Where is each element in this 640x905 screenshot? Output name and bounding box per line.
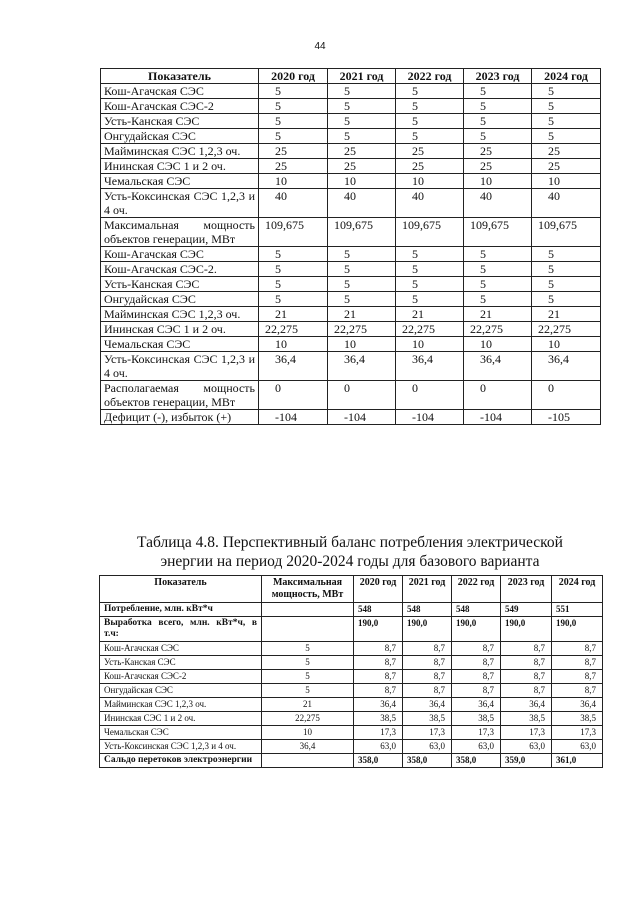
table-caption <box>100 533 600 571</box>
row-label: Кош-Агачская СЭС-2 <box>100 670 262 684</box>
column-header: Показатель <box>101 69 259 84</box>
table-cell: 0 <box>259 381 328 410</box>
row-label: Сальдо перетоков электроэнергии <box>100 754 262 768</box>
table-cell: 25 <box>532 159 601 174</box>
table-cell: 190,0 <box>403 617 452 642</box>
caption-line: энергии на период 2020-2024 годы для базового варианта <box>160 553 540 570</box>
table-cell: 358,0 <box>354 754 403 768</box>
capacity-cell: 5 <box>262 642 354 656</box>
table-cell: 5 <box>532 277 601 292</box>
table-cell: 5 <box>328 277 396 292</box>
table-cell: 10 <box>464 174 532 189</box>
column-header: Показатель <box>100 576 262 603</box>
row-label: Кош-Агачская СЭС-2. <box>101 262 259 277</box>
table-cell: -104 <box>464 410 532 425</box>
table-cell: 25 <box>259 144 328 159</box>
capacity-cell: 5 <box>262 684 354 698</box>
table-cell: 10 <box>532 337 601 352</box>
table-row <box>100 712 603 726</box>
table-cell: 25 <box>328 159 396 174</box>
table-cell: 8,7 <box>552 670 603 684</box>
table-cell: 190,0 <box>552 617 603 642</box>
table-cell: 10 <box>396 337 464 352</box>
table-row <box>101 174 601 189</box>
table-cell: 5 <box>532 99 601 114</box>
table-cell: 40 <box>328 189 396 218</box>
table-cell: 25 <box>532 144 601 159</box>
table-cell: -104 <box>396 410 464 425</box>
table-cell: 5 <box>328 129 396 144</box>
capacity-cell <box>262 617 354 642</box>
table-row <box>101 189 601 218</box>
table-row <box>100 656 603 670</box>
table-row <box>101 337 601 352</box>
table-cell: 5 <box>259 84 328 99</box>
table-cell: 21 <box>464 307 532 322</box>
table-cell: 36,4 <box>532 352 601 381</box>
table-cell: 25 <box>328 144 396 159</box>
table-row <box>100 726 603 740</box>
capacity-cell <box>262 603 354 617</box>
table-row <box>100 603 603 617</box>
table-row <box>101 322 601 337</box>
table-cell: 551 <box>552 603 603 617</box>
table-cell: 36,4 <box>464 352 532 381</box>
table-cell: 5 <box>532 292 601 307</box>
table-cell: 5 <box>396 84 464 99</box>
table-cell: 5 <box>259 247 328 262</box>
row-label: Располагаемая мощность объектов генерации, МВт <box>101 381 259 410</box>
table-row <box>100 740 603 754</box>
row-label: Кош-Агачская СЭС <box>100 642 262 656</box>
table-cell: 38,5 <box>403 712 452 726</box>
table-cell: 361,0 <box>552 754 603 768</box>
column-header: 2022 год <box>396 69 464 84</box>
table-row <box>101 84 601 99</box>
table-cell: 17,3 <box>403 726 452 740</box>
table-cell: 40 <box>464 189 532 218</box>
table-cell: 8,7 <box>452 642 501 656</box>
table-cell: 40 <box>396 189 464 218</box>
table-cell: 5 <box>464 99 532 114</box>
table-cell: 5 <box>532 262 601 277</box>
table-cell: 38,5 <box>452 712 501 726</box>
table-cell: 10 <box>259 337 328 352</box>
table-cell: 549 <box>501 603 552 617</box>
column-header: 2024 год <box>532 69 601 84</box>
table-cell: -104 <box>328 410 396 425</box>
table-row <box>100 698 603 712</box>
row-label: Майминская СЭС 1,2,3 оч. <box>101 307 259 322</box>
table-cell: 358,0 <box>452 754 501 768</box>
table-cell: 8,7 <box>452 684 501 698</box>
table-cell: 5 <box>464 129 532 144</box>
table-cell: 190,0 <box>501 617 552 642</box>
table-row <box>101 247 601 262</box>
column-header: 2023 год <box>501 576 552 603</box>
table-cell: 36,4 <box>328 352 396 381</box>
table-cell: 0 <box>396 381 464 410</box>
table-row <box>101 262 601 277</box>
table-row <box>101 292 601 307</box>
table-cell: 0 <box>464 381 532 410</box>
table-cell: 36,4 <box>354 698 403 712</box>
table-cell: 21 <box>532 307 601 322</box>
table-row <box>101 307 601 322</box>
caption-line: Таблица 4.8. Перспективный баланс потребления электрической <box>137 534 563 551</box>
table-cell: 63,0 <box>403 740 452 754</box>
row-label: Усть-Коксинская СЭС 1,2,3 и 4 оч. <box>101 189 259 218</box>
table-cell: 109,675 <box>464 218 532 247</box>
table-row <box>101 144 601 159</box>
table-cell: 5 <box>532 129 601 144</box>
table-row <box>101 277 601 292</box>
column-header: 2024 год <box>552 576 603 603</box>
table-cell: 8,7 <box>403 670 452 684</box>
table-cell: 5 <box>396 129 464 144</box>
capacity-cell: 5 <box>262 670 354 684</box>
page-number: 44 <box>314 41 326 52</box>
table-cell: 38,5 <box>552 712 603 726</box>
table-cell: 8,7 <box>403 642 452 656</box>
table-cell: 5 <box>328 99 396 114</box>
column-header: 2022 год <box>452 576 501 603</box>
table-cell: 109,675 <box>396 218 464 247</box>
table-cell: 63,0 <box>501 740 552 754</box>
table-row <box>101 218 601 247</box>
table-cell: 5 <box>396 262 464 277</box>
table-cell: 25 <box>396 144 464 159</box>
table-cell: 63,0 <box>552 740 603 754</box>
table-cell: 63,0 <box>354 740 403 754</box>
table-header-row <box>101 69 601 84</box>
row-label: Ининская СЭС 1 и 2 оч. <box>101 322 259 337</box>
column-header: 2023 год <box>464 69 532 84</box>
table-cell: 8,7 <box>354 642 403 656</box>
row-label: Онгудайская СЭС <box>101 129 259 144</box>
table-cell: 8,7 <box>552 684 603 698</box>
table-row <box>101 129 601 144</box>
row-label: Онгудайская СЭС <box>101 292 259 307</box>
row-label: Ининская СЭС 1 и 2 оч. <box>101 159 259 174</box>
capacity-cell: 5 <box>262 656 354 670</box>
table-cell: 109,675 <box>259 218 328 247</box>
table-cell: 17,3 <box>552 726 603 740</box>
column-header: 2020 год <box>354 576 403 603</box>
table-cell: 22,275 <box>259 322 328 337</box>
table-cell: 8,7 <box>552 656 603 670</box>
table-cell: 5 <box>259 292 328 307</box>
capacity-cell <box>262 754 354 768</box>
table-cell: 109,675 <box>328 218 396 247</box>
table-cell: 5 <box>259 129 328 144</box>
table-cell: 36,4 <box>552 698 603 712</box>
table-row <box>100 670 603 684</box>
row-label: Кош-Агачская СЭС-2 <box>101 99 259 114</box>
table-cell: 5 <box>259 277 328 292</box>
table-cell: 8,7 <box>552 642 603 656</box>
table-cell: 36,4 <box>501 698 552 712</box>
table-cell: 5 <box>464 114 532 129</box>
table-row <box>101 159 601 174</box>
table-cell: 8,7 <box>354 670 403 684</box>
table-cell: 10 <box>328 174 396 189</box>
table-cell: 22,275 <box>328 322 396 337</box>
table-cell: 5 <box>328 292 396 307</box>
table-row <box>101 410 601 425</box>
table-cell: 17,3 <box>354 726 403 740</box>
row-label: Майминская СЭС 1,2,3 оч. <box>100 698 262 712</box>
row-label: Усть-Канская СЭС <box>100 656 262 670</box>
row-label: Чемальская СЭС <box>101 337 259 352</box>
row-label: Выработка всего, млн. кВт*ч, в т.ч: <box>100 617 262 642</box>
table-cell: 5 <box>396 247 464 262</box>
table-cell: 0 <box>532 381 601 410</box>
table-cell: 25 <box>396 159 464 174</box>
table-cell: 8,7 <box>501 670 552 684</box>
table-cell: 190,0 <box>354 617 403 642</box>
row-label: Кош-Агачская СЭС <box>101 84 259 99</box>
table-cell: 8,7 <box>354 656 403 670</box>
table-cell: 5 <box>259 262 328 277</box>
table-cell: 5 <box>328 114 396 129</box>
table-header-row <box>100 576 603 603</box>
table-cell: 5 <box>396 99 464 114</box>
row-label: Ининская СЭС 1 и 2 оч. <box>100 712 262 726</box>
table-row <box>101 352 601 381</box>
table-cell: 359,0 <box>501 754 552 768</box>
table-cell: 548 <box>403 603 452 617</box>
table-cell: 5 <box>532 114 601 129</box>
energy-balance-table <box>99 575 603 768</box>
column-header: 2021 год <box>403 576 452 603</box>
table-cell: 63,0 <box>452 740 501 754</box>
column-header: 2021 год <box>328 69 396 84</box>
table-cell: 17,3 <box>452 726 501 740</box>
table-cell: 25 <box>259 159 328 174</box>
table-row <box>101 381 601 410</box>
table-cell: 36,4 <box>259 352 328 381</box>
table-row <box>100 617 603 642</box>
table-cell: 8,7 <box>501 656 552 670</box>
table-cell: 8,7 <box>354 684 403 698</box>
table-cell: 10 <box>328 337 396 352</box>
row-label: Усть-Коксинская СЭС 1,2,3 и 4 оч. <box>101 352 259 381</box>
table-cell: 5 <box>396 292 464 307</box>
table-cell: 21 <box>328 307 396 322</box>
capacity-cell: 10 <box>262 726 354 740</box>
row-label: Потребление, млн. кВт*ч <box>100 603 262 617</box>
table-cell: 22,275 <box>464 322 532 337</box>
row-label: Усть-Канская СЭС <box>101 114 259 129</box>
table-cell: 5 <box>464 277 532 292</box>
table-row <box>101 114 601 129</box>
capacity-cell: 36,4 <box>262 740 354 754</box>
table-cell: 5 <box>396 114 464 129</box>
table-cell: 40 <box>532 189 601 218</box>
table-row <box>100 754 603 768</box>
row-label: Чемальская СЭС <box>101 174 259 189</box>
table-cell: 36,4 <box>452 698 501 712</box>
table-cell: 22,275 <box>532 322 601 337</box>
table-cell: 22,275 <box>396 322 464 337</box>
table-cell: 358,0 <box>403 754 452 768</box>
table-row <box>100 642 603 656</box>
table-cell: 5 <box>464 84 532 99</box>
table-cell: 548 <box>354 603 403 617</box>
table-cell: 5 <box>259 114 328 129</box>
power-capacity-table <box>100 68 601 425</box>
table-cell: 17,3 <box>501 726 552 740</box>
table-cell: 21 <box>396 307 464 322</box>
table-cell: 10 <box>532 174 601 189</box>
table-cell: 40 <box>259 189 328 218</box>
table-cell: 8,7 <box>452 670 501 684</box>
row-label: Максимальная мощность объектов генерации, МВт <box>101 218 259 247</box>
table-cell: 10 <box>259 174 328 189</box>
capacity-cell: 22,275 <box>262 712 354 726</box>
table-cell: 5 <box>328 247 396 262</box>
table-cell: 25 <box>464 159 532 174</box>
table-cell: 38,5 <box>501 712 552 726</box>
column-header: Максимальная мощность, МВт <box>262 576 354 603</box>
table-cell: 21 <box>259 307 328 322</box>
table-cell: 190,0 <box>452 617 501 642</box>
table-cell: 5 <box>328 262 396 277</box>
table-cell: 38,5 <box>354 712 403 726</box>
table-cell: 5 <box>464 292 532 307</box>
table-cell: 25 <box>464 144 532 159</box>
row-label: Онгудайская СЭС <box>100 684 262 698</box>
table-cell: 0 <box>328 381 396 410</box>
table-cell: 8,7 <box>403 656 452 670</box>
row-label: Майминская СЭС 1,2,3 оч. <box>101 144 259 159</box>
table-cell: 5 <box>396 277 464 292</box>
table-cell: 8,7 <box>501 642 552 656</box>
table-cell: -105 <box>532 410 601 425</box>
table-cell: 5 <box>532 84 601 99</box>
row-label: Усть-Коксинская СЭС 1,2,3 и 4 оч. <box>100 740 262 754</box>
table-cell: 36,4 <box>396 352 464 381</box>
capacity-cell: 21 <box>262 698 354 712</box>
table-cell: 36,4 <box>403 698 452 712</box>
table-cell: -104 <box>259 410 328 425</box>
column-header: 2020 год <box>259 69 328 84</box>
table-cell: 548 <box>452 603 501 617</box>
table-cell: 109,675 <box>532 218 601 247</box>
table-cell: 10 <box>464 337 532 352</box>
table-row <box>101 99 601 114</box>
table-cell: 5 <box>464 262 532 277</box>
table-cell: 8,7 <box>501 684 552 698</box>
table-row <box>100 684 603 698</box>
row-label: Чемальская СЭС <box>100 726 262 740</box>
row-label: Кош-Агачская СЭС <box>101 247 259 262</box>
row-label: Дефицит (-), избыток (+) <box>101 410 259 425</box>
table-cell: 8,7 <box>403 684 452 698</box>
table-cell: 8,7 <box>452 656 501 670</box>
table-cell: 5 <box>259 99 328 114</box>
table-cell: 5 <box>532 247 601 262</box>
table-cell: 5 <box>328 84 396 99</box>
row-label: Усть-Канская СЭС <box>101 277 259 292</box>
table-cell: 10 <box>396 174 464 189</box>
table-cell: 5 <box>464 247 532 262</box>
